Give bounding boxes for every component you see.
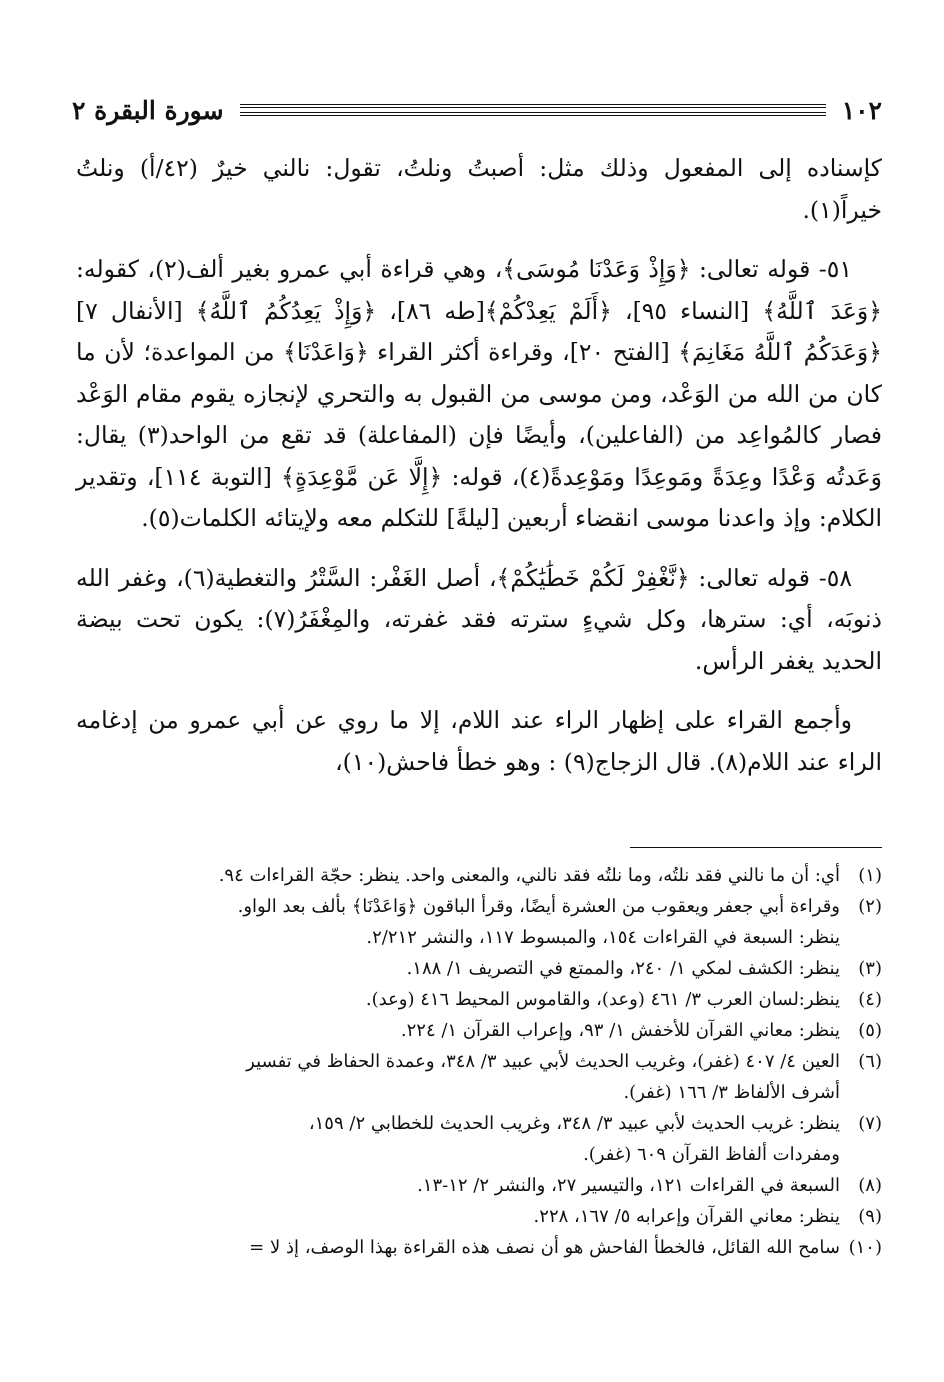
text-line: وأيضًا فإن (المفاعلة) قد تقع من الواحد(٣) يقال: وَعَدتُه وَعْدًا وعِدَةً ومَوعِدًا — [76, 421, 882, 491]
text-line: كإسناده إلى المفعول وذلك مثل: أصبتُ ونلتُ، تقول: نالني خيرٌ (٤٢/أ) — [139, 154, 882, 182]
surah-title: سورة البقرة ٢ — [72, 95, 224, 125]
footnote-number: (٢) — [858, 896, 882, 917]
footnote-number: (٧) — [858, 1113, 882, 1134]
footnote-3 — [46, 953, 882, 984]
footnote-number: (٣) — [858, 958, 882, 979]
footnote-7 — [46, 1108, 882, 1170]
footnote-8 — [46, 1170, 882, 1201]
page-number: ١٠٢ — [841, 95, 882, 125]
footnote-text: أشرف الألفاظ ٣/ ١٦٦ (غفر). — [623, 1082, 840, 1103]
footnote-number: (١) — [858, 865, 882, 886]
text-line: والتغطية(٦)، وغفر الله ذنوبَه، أي: سترها، وكل شيءٍ سترته فقد غفرته، — [76, 563, 882, 633]
footnote-text: أي: أن ما نالني فقد نلتُه، وما نلتُه فقد نالني، والمعنى واحد. ينظر: حجّة القراءات ٩٤. — [218, 865, 840, 886]
footnote-1 — [46, 860, 882, 891]
paragraph-2 — [76, 249, 882, 540]
text-line: ألف(٢)، كقوله: ﴿وَعَدَ ٱللَّهُ﴾ [النساء ٩٥]، ﴿أَلَمْ يَعِدْكُمْ﴾[طه ٨٦]، ﴿وَإِذْ — [76, 255, 882, 325]
text-line: ٥٨- قوله تعالى: ﴿نَّغْفِرْ لَكُمْ خَطَٰيَٰكُمْ﴾، أصل الغَفْر: السَّتْرُ — [305, 563, 852, 592]
footnotes — [46, 860, 882, 1263]
footnote-number: (٦) — [858, 1051, 882, 1072]
footnote-text: ينظر: السبعة في القراءات ١٥٤، والمبسوط ١١٧، والنشر ٢/٢١٢. — [366, 927, 840, 948]
text-line: من إدغامه الراء عند اللام(٨). قال الزجاج(٩) : وهو خطأ فاحش(١٠)، — [76, 706, 882, 776]
footnote-5 — [46, 1015, 882, 1046]
footnote-separator — [630, 847, 882, 848]
footnote-6 — [46, 1046, 882, 1108]
paragraph-4 — [76, 700, 882, 783]
text-line: القبول به والتحري لإنجازه يقوم مقام الوَعْد فصار كالمُواعِد من (الفاعلين)، — [76, 379, 882, 449]
text-line: يَعِدُكُمُ ٱللَّهُ﴾ [الأنفال ٧] ﴿وَعَدَكُمُ ٱللَّهُ مَغَانِمَ﴾ [الفتح ٢٠]، وقراءة أكثر القراء — [76, 296, 882, 366]
footnote-text: سامح الله القائل، فالخطأ الفاحش هو أن نصف هذه القراءة بهذا الوصف، إذ لا = — [249, 1237, 840, 1258]
footnote-9 — [46, 1201, 882, 1232]
text-line: وأجمع القراء على إظهار الراء عند اللام، إلا ما روي عن أبي عمرو — [189, 706, 852, 734]
text-line: ومَوْعِدةً(٤)، قوله: ﴿إِلَّا عَن مَّوْعِدَةٍ﴾ [التوبة ١١٤]، وتقدير الكلام: وإذ — [76, 462, 882, 532]
text-line: ٥١- قوله تعالى: ﴿وَإِذْ وَعَدْنَا مُوسَى﴾، وهي قراءة أبي عمرو بغير — [232, 255, 852, 283]
main-text — [76, 148, 882, 801]
footnote-text: ينظر: غريب الحديث لأبي عبيد ٣/ ٣٤٨، وغريب الحديث للخطابي ٢/ ١٥٩، — [308, 1113, 840, 1134]
footnote-text: ينظر: معاني القرآن وإعرابه ٥/ ١٦٧، ٢٢٨. — [533, 1206, 840, 1227]
text-line: ﴿وَاعَدْنَا﴾ من المواعدة؛ لأن ما كان من الله من الوَعْد، ومن موسى من — [76, 338, 882, 408]
text-line: والمِغْفَرُ(٧): يكون تحت بيضة الحديد يغفر الرأس. — [76, 605, 882, 675]
page-header — [72, 90, 882, 130]
footnote-4 — [46, 984, 882, 1015]
footnote-text: وقراءة أبي جعفر ويعقوب من العشرة أيضًا، وقرأ الباقون ﴿وَاعَدْنَا﴾ بألف بعد الواو. — [237, 896, 840, 917]
footnote-text: ينظر:لسان العرب ٣/ ٤٦١ (وعد)، والقاموس المحيط ٤١٦ (وعد). — [365, 989, 840, 1010]
text-line: واعدنا موسى انقضاء أربعين [ليلةً] للتكلم معه ولإيتائه الكلمات(٥). — [141, 504, 776, 532]
footnote-text: العين ٤/ ٤٠٧ (غفر)، وغريب الحديث لأبي عبيد ٣/ ٣٤٨، وعمدة الحفاظ في تفسير — [246, 1051, 840, 1072]
text-line: ونلتُ خيراً(١). — [76, 154, 882, 224]
footnote-number: (٨) — [858, 1175, 882, 1196]
footnote-text: ينظر: الكشف لمكي ١/ ٢٤٠، والممتع في التصريف ١/ ١٨٨. — [406, 958, 840, 979]
footnote-10 — [46, 1232, 882, 1263]
footnote-2 — [46, 891, 882, 953]
footnote-number: (٩) — [858, 1206, 882, 1227]
header-rule — [240, 104, 826, 116]
footnote-number: (٥) — [858, 1020, 882, 1041]
footnote-number: (١٠) — [848, 1237, 882, 1258]
footnote-text: ومفردات ألفاظ القرآن ٦٠٩ (غفر). — [583, 1144, 840, 1165]
footnote-number: (٤) — [858, 989, 882, 1010]
paragraph-3 — [76, 558, 882, 683]
paragraph-1 — [76, 148, 882, 231]
footnote-text: ينظر: معاني القرآن للأخفش ١/ ٩٣، وإعراب القرآن ١/ ٢٢٤. — [400, 1020, 840, 1041]
footnote-text: السبعة في القراءات ١٢١، والتيسير ٢٧، والنشر ٢/ ١٢-١٣. — [417, 1175, 840, 1196]
